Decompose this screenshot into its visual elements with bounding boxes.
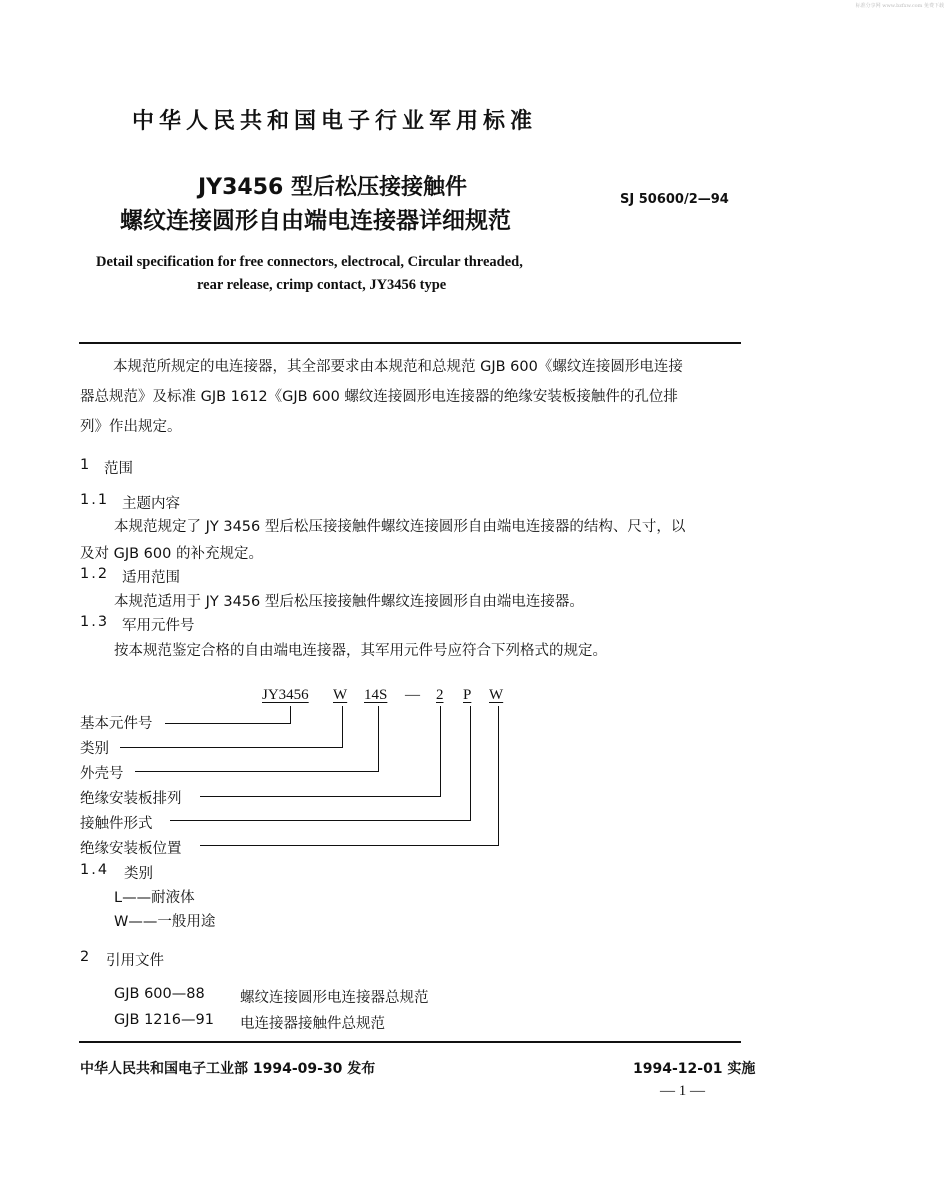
effective-date: 1994-12-01 实施	[633, 1061, 756, 1077]
ref-code-1: GJB 600—88	[114, 986, 205, 1002]
doc-title-line2: 螺纹连接圆形自由端电连接器详细规范	[120, 208, 511, 234]
leader-contact-v	[470, 706, 471, 821]
code-basic: JY3456	[262, 687, 309, 703]
ref-code-2: GJB 1216—91	[114, 1012, 214, 1028]
leader-contact-h	[170, 820, 470, 821]
intro-line-2: 器总规范》及标准 GJB 1612《GJB 600 螺纹连接圆形电连接器的绝缘安装板接触件的孔位排	[80, 389, 678, 405]
leader-shell-h	[135, 771, 378, 772]
leader-position-h	[200, 845, 498, 846]
code-position: W	[489, 687, 504, 703]
ref-title-1: 螺纹连接圆形电连接器总规范	[240, 990, 429, 1006]
standard-number: SJ 50600/2—94	[620, 192, 729, 207]
section-1-1-number: 1.1	[80, 492, 110, 508]
page-number: — 1 —	[660, 1083, 705, 1099]
org-title: 中华人民共和国电子行业军用标准	[132, 109, 538, 134]
code-dash: —	[405, 687, 420, 703]
leader-shell-v	[378, 706, 379, 772]
footer-rule	[79, 1041, 741, 1043]
label-insert-arrangement: 绝缘安装板排列	[80, 791, 182, 807]
section-1-2-number: 1.2	[80, 566, 110, 582]
watermark: 标准分享网 www.bzfxw.com 免费下载	[855, 3, 944, 9]
section-2-number: 2	[80, 949, 90, 965]
code-category: W	[333, 687, 348, 703]
english-title-line1: Detail specification for free connectors, electrocal, Circular threaded,	[96, 254, 523, 270]
code-contact-type: P	[463, 687, 472, 703]
leader-basic-h	[165, 723, 290, 724]
doc-title-line1: JY3456 型后松压接接触件	[198, 175, 468, 200]
section-1-2-title: 适用范围	[122, 570, 180, 586]
label-basic-number: 基本元件号	[80, 716, 153, 732]
section-1-1-text-2: 及对 GJB 600 的补充规定。	[80, 546, 263, 562]
code-shell-size: 14S	[364, 687, 388, 703]
intro-line-1: 本规范所规定的电连接器，其全部要求由本规范和总规范 GJB 600《螺纹连接圆形电连接	[113, 359, 683, 375]
section-2-title: 引用文件	[106, 953, 164, 969]
section-1-title: 范围	[104, 461, 133, 477]
leader-basic-v	[290, 706, 291, 724]
label-contact-type: 接触件形式	[80, 816, 153, 832]
leader-arrangement-h	[200, 796, 440, 797]
leader-category-h	[120, 747, 342, 748]
leader-category-v	[342, 706, 343, 748]
intro-line-3: 列》作出规定。	[80, 419, 182, 435]
label-insert-position: 绝缘安装板位置	[80, 841, 182, 857]
code-arrangement: 2	[436, 687, 444, 703]
english-title-line2: rear release, crimp contact, JY3456 type	[197, 277, 447, 293]
section-1-3-title: 军用元件号	[122, 618, 195, 634]
leader-position-v	[498, 706, 499, 846]
section-1-1-text-1: 本规范规定了 JY 3456 型后松压接接触件螺纹连接圆形自由端电连接器的结构、尺寸，以	[114, 519, 686, 535]
section-1-3-number: 1.3	[80, 614, 110, 630]
label-category: 类别	[80, 741, 109, 757]
category-item-w: W——一般用途	[114, 914, 216, 930]
category-item-l: L——耐液体	[114, 890, 195, 906]
header-rule	[79, 342, 741, 344]
label-shell-size: 外壳号	[80, 766, 124, 782]
section-1-4-title: 类别	[124, 866, 153, 882]
section-1-number: 1	[80, 457, 90, 473]
leader-arrangement-v	[440, 706, 441, 797]
section-1-4-number: 1.4	[80, 862, 110, 878]
section-1-2-text: 本规范适用于 JY 3456 型后松压接接触件螺纹连接圆形自由端电连接器。	[114, 594, 584, 610]
section-1-3-text: 按本规范鉴定合格的自由端电连接器，其军用元件号应符合下列格式的规定。	[114, 643, 607, 659]
ref-title-2: 电连接器接触件总规范	[240, 1016, 385, 1032]
issued-by: 中华人民共和国电子工业部 1994-09-30 发布	[80, 1061, 376, 1077]
section-1-1-title: 主题内容	[122, 496, 180, 512]
